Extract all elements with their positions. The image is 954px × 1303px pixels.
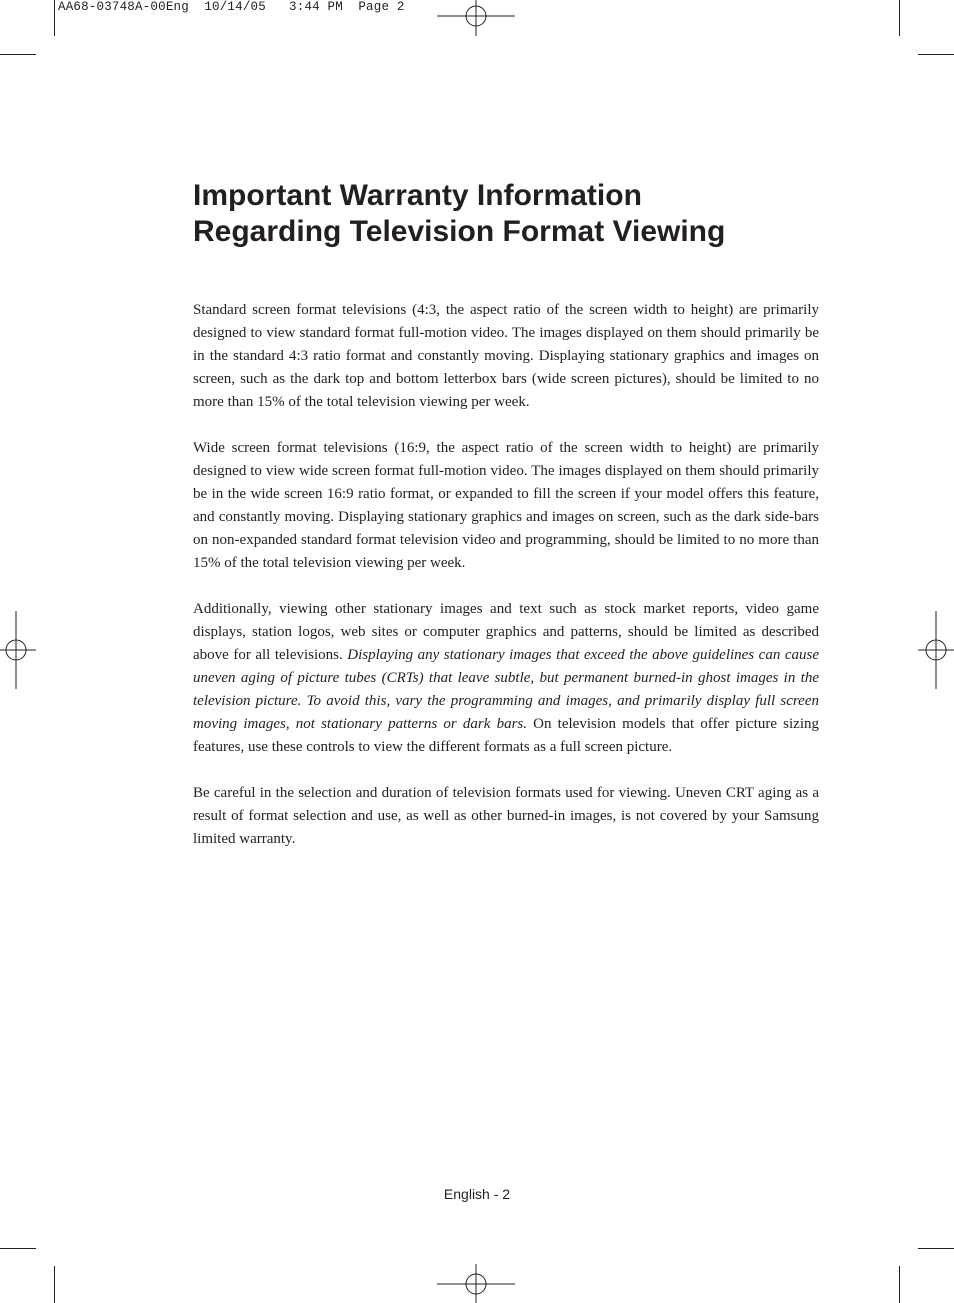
crop-mark-top-left-vertical [54, 0, 55, 36]
paragraph-standard-screen: Standard screen format televisions (4:3, the aspect ratio of the screen width to height) are primarily designed to view standard format full-motion video. The images displayed on them should primarily be in the standard 4:3 ratio format and constantly moving. Displaying stationary graphics and images on screen, such as the dark top and bottom letterbox bars (wide screen pictures), should be limited to no more than 15% of the total television viewing per week. [193, 302, 819, 410]
paragraph-additionally-intro: Additionally, viewing other stationary images and text such as stock market reports, video game displays, station logos, web sites or computer graphics and patterns, should be limited as described above for all televisions. [193, 601, 819, 663]
crop-mark-top-left-horizontal [0, 54, 36, 55]
print-slug-line: AA68-03748A-00Eng 10/14/05 3:44 PM Page 2 [58, 0, 405, 14]
crop-mark-top-right-vertical [899, 0, 900, 36]
registration-mark-top [437, 0, 517, 36]
registration-mark-left [0, 611, 36, 691]
page-footer: English - 2 [443, 1186, 511, 1202]
registration-mark-right [918, 611, 954, 691]
crop-mark-top-right-horizontal [918, 54, 954, 55]
crop-mark-bottom-left-vertical [54, 1266, 55, 1303]
crop-mark-bottom-right-horizontal [918, 1248, 954, 1249]
paragraph-additionally-warning: Displaying any stationary images that exceed the above guidelines can cause uneven aging of picture tubes (CRTs) that leave subtle, but permanent burned-in ghost images in the television picture. To avoid this, vary the programming and images, and primarily display full screen moving images, not stationary patterns or dark bars. [193, 647, 819, 732]
registration-mark-bottom [437, 1264, 517, 1303]
paragraph-additionally [193, 598, 819, 759]
paragraph-be-careful: Be careful in the selection and duration of television formats used for viewing. Uneven CRT aging as a result of format selection and use, as well as other burned-in images, is not covered by your Samsung limited warranty. [193, 785, 819, 847]
paragraph-additionally-outro: On television models that offer picture sizing features, use these controls to view the different formats as a full screen picture. [193, 716, 819, 755]
paragraph-wide-screen: Wide screen format televisions (16:9, the aspect ratio of the screen width to height) are primarily designed to view wide screen format full-motion video. The images displayed on them should primarily be in the wide screen 16:9 ratio format, or expanded to fill the screen if your model offers this feature, and constantly moving. Displaying stationary graphics and images on screen, such as the dark side-bars on non-expanded standard format television video and programming, should be limited to no more than 15% of the total television viewing per week. [193, 440, 819, 571]
crop-mark-bottom-left-horizontal [0, 1248, 36, 1249]
crop-mark-bottom-right-vertical [899, 1266, 900, 1303]
warranty-body [193, 299, 819, 874]
page-title: Important Warranty Information Regarding Television Format Viewing [193, 179, 726, 248]
